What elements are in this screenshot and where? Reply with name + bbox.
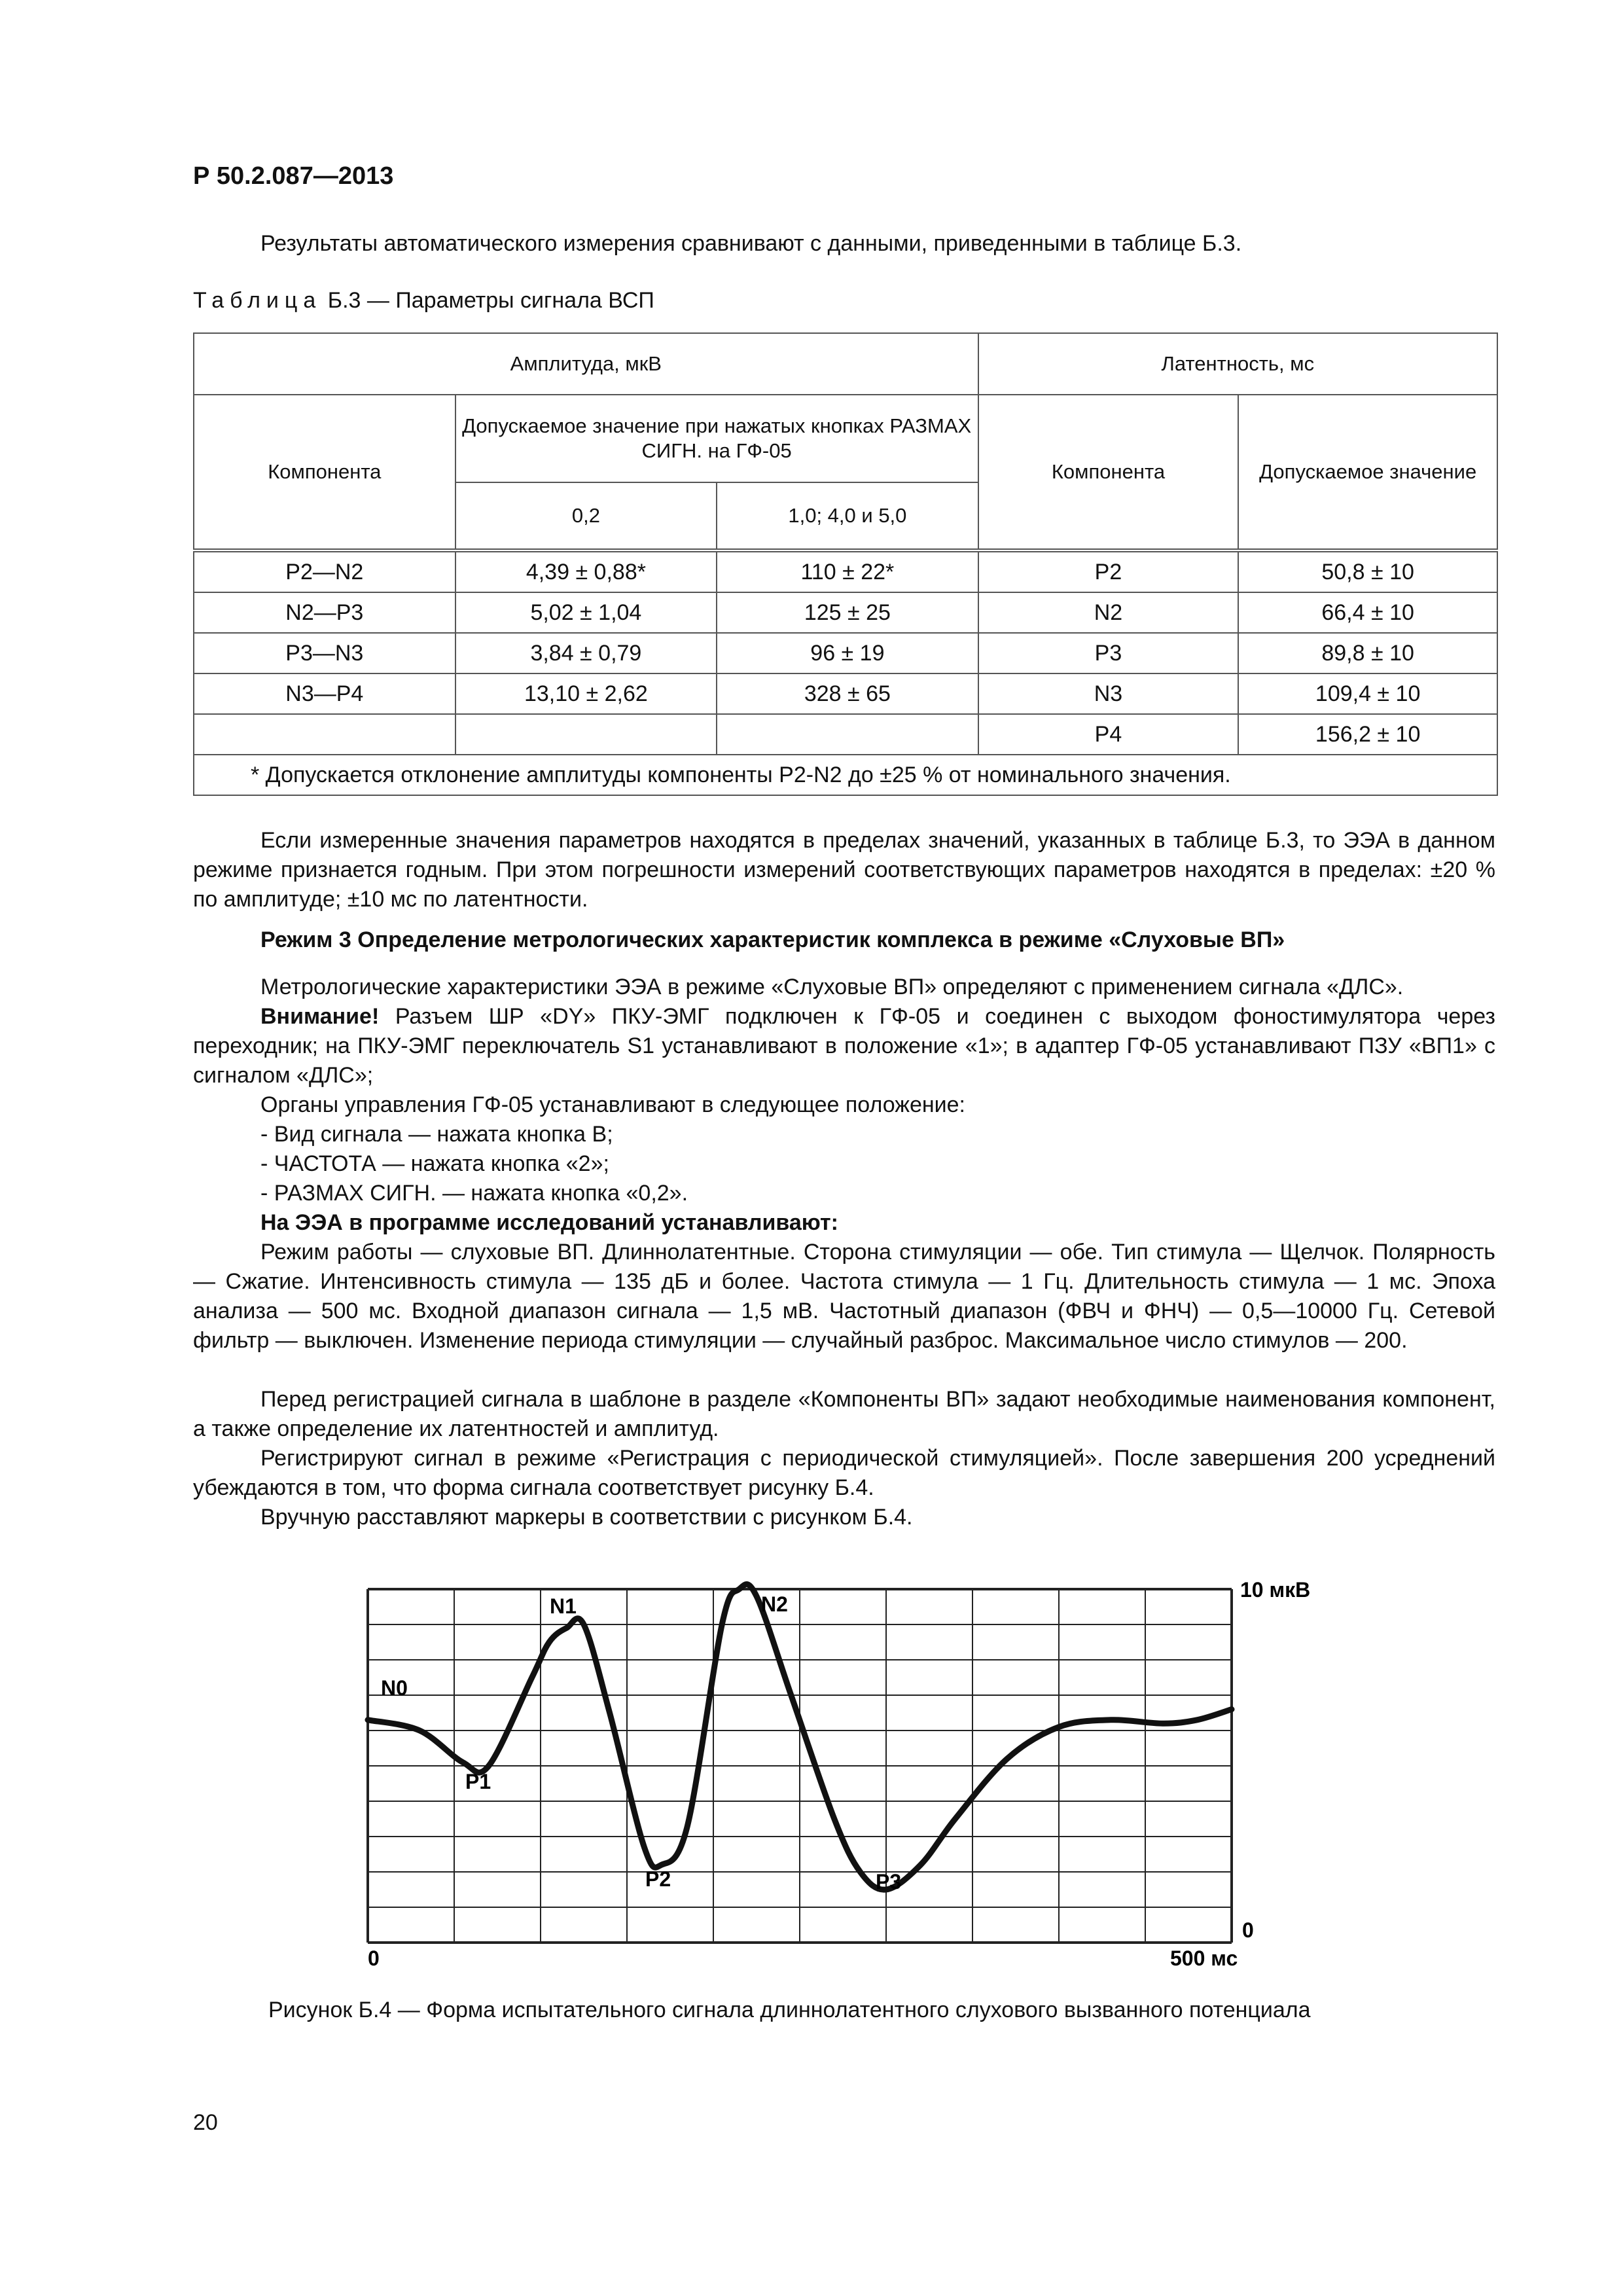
markers-paragraph: Вручную расставляют маркеры в соответствии с рисунком Б.4. [260, 1505, 913, 1530]
document-code: Р 50.2.087—2013 [193, 162, 394, 190]
peak-label-n2: N2 [761, 1592, 788, 1616]
program-heading: На ЭЭА в программе исследований устанавливают: [260, 1210, 838, 1235]
column-0-2-header: 0,2 [455, 482, 717, 550]
validity-paragraph: Если измеренные значения параметров находятся в пределах значений, указанных в таблице Б.3, то ЭЭА в данном режиме признается годным. При этом погрешности измерений соответствующих параметров находятся в пределах: ±20 % по амплитуде; ±10 мс по латентности. [193, 828, 1495, 912]
table-cell: N2 [978, 592, 1239, 633]
attention-text: Разъем ШР «DY» ПКУ-ЭМГ подключен к ГФ-05 и соединен с выходом фоностимулятора через переходник; на ПКУ-ЭМГ переключатель S1 устанавливают в положение «1»; в адаптер ГФ-05 устанавливают ПЗУ «ВП1» с сигналом «ДЛС»; [193, 1004, 1495, 1088]
table-row [194, 714, 1497, 755]
amplitude-header: Амплитуда, мкВ [194, 333, 978, 395]
allowed-buttons-header: Допускаемое значение при нажатых кнопках РАЗМАХ СИГН. на ГФ-05 [455, 395, 978, 482]
latency-allowed-header: Допускаемое значение [1238, 395, 1497, 550]
mode-settings-paragraph: Режим работы — слуховые ВП. Длиннолатентные. Сторона стимуляции — обе. Тип стимула — Щелчок. Полярность — Сжатие. Интенсивность стимула — 135 дБ и более. Частота стимула — 1 Гц. Длительность стимула — 1 мс. Эпоха анализа — 500 мс. Входной диапазон сигнала — 1,5 мВ. Частотный диапазон (ФВЧ и ФНЧ) — 0,5—10000 Гц. Сетевой фильтр — выключен. Изменение периода стимуляции — случайный разброс. Максимальное число стимулов — 200. [193, 1240, 1495, 1353]
page-number: 20 [193, 2110, 218, 2135]
table-cell: 5,02 ± 1,04 [455, 592, 717, 633]
table-cell: 89,8 ± 10 [1238, 633, 1497, 673]
table-cell: 13,10 ± 2,62 [455, 673, 717, 714]
registration-paragraph: Регистрируют сигнал в режиме «Регистрация с периодической стимуляцией». После завершения 200 усреднений убеждаются в том, что форма сигнала соответствует рисунку Б.4. [193, 1446, 1495, 1500]
latency-component-header: Компонента [978, 395, 1239, 550]
table-cell: Р4 [978, 714, 1239, 755]
table-cell: Р3—N3 [194, 633, 455, 673]
table-caption-text: Б.3 — Параметры сигнала ВСП [321, 288, 654, 313]
bullet-frequency: - ЧАСТОТА — нажата кнопка «2»; [260, 1151, 609, 1176]
x-right-label: 500 мс [1170, 1946, 1238, 1970]
figure-caption: Рисунок Б.4 — Форма испытательного сигнала длиннолатентного слухового вызванного потенциала [268, 1998, 1311, 2022]
table-cell [455, 714, 717, 755]
table-cell: N3 [978, 673, 1239, 714]
controls-line: Органы управления ГФ-05 устанавливают в следующее положение: [260, 1092, 965, 1117]
intro-paragraph: Результаты автоматического измерения сравнивают с данными, приведенными в таблице Б.3. [260, 231, 1242, 256]
table-cell: 3,84 ± 0,79 [455, 633, 717, 673]
table-row [194, 633, 1497, 673]
table-caption-word: Таблица [193, 288, 322, 313]
table-cell: N2—Р3 [194, 592, 455, 633]
y-bottom-label: 0 [1242, 1918, 1254, 1942]
table-cell [717, 714, 978, 755]
waveform-figure [353, 1571, 1335, 1977]
peak-label-n1: N1 [550, 1594, 577, 1618]
bullet-signal-type: - Вид сигнала — нажата кнопка В; [260, 1122, 613, 1147]
table-row [194, 550, 1497, 592]
latency-header: Латентность, мс [978, 333, 1497, 395]
chart-grid [368, 1589, 1232, 1943]
component-header: Компонента [194, 395, 455, 550]
parameters-table [193, 332, 1498, 796]
table-cell: 156,2 ± 10 [1238, 714, 1497, 755]
table-footnote-row [194, 755, 1497, 795]
table-cell: 66,4 ± 10 [1238, 592, 1497, 633]
table-cell: 96 ± 19 [717, 633, 978, 673]
mode-3-heading: Режим 3 Определение метрологических характеристик комплекса в режиме «Слуховые ВП» [260, 927, 1285, 952]
table-row [194, 592, 1497, 633]
table-cell: 109,4 ± 10 [1238, 673, 1497, 714]
table-cell: 125 ± 25 [717, 592, 978, 633]
x-left-label: 0 [368, 1946, 380, 1970]
bullet-amplitude: - РАЗМАХ СИГН. — нажата кнопка «0,2». [260, 1181, 688, 1206]
peak-label-p2: Р2 [645, 1867, 671, 1891]
peak-label-n0: N0 [381, 1676, 408, 1700]
peak-label-p1: Р1 [465, 1770, 491, 1793]
table-cell: 50,8 ± 10 [1238, 550, 1497, 592]
components-paragraph: Перед регистрацией сигнала в шаблоне в разделе «Компоненты ВП» задают необходимые наименования компонент, а также определение их латентностей и амплитуд. [193, 1387, 1495, 1441]
table-cell [194, 714, 455, 755]
table-cell: Р2 [978, 550, 1239, 592]
attention-paragraph [193, 1002, 1495, 1090]
table-cell: N3—Р4 [194, 673, 455, 714]
metrology-paragraph: Метрологические характеристики ЭЭА в режиме «Слуховые ВП» определяют с применением сигнала «ДЛС». [260, 975, 1404, 999]
table-cell: 110 ± 22* [717, 550, 978, 592]
table-caption [193, 288, 654, 314]
table-footnote: * Допускается отклонение амплитуды компоненты Р2-N2 до ±25 % от номинального значения. [194, 755, 1497, 795]
table-row [194, 673, 1497, 714]
peak-label-p3: Р3 [876, 1870, 902, 1893]
table-cell: 4,39 ± 0,88* [455, 550, 717, 592]
table-cell: Р2—N2 [194, 550, 455, 592]
attention-label: Внимание! [260, 1004, 380, 1029]
table-cell: 328 ± 65 [717, 673, 978, 714]
y-top-label: 10 мкВ [1240, 1578, 1311, 1602]
table-cell: Р3 [978, 633, 1239, 673]
column-1-4-5-header: 1,0; 4,0 и 5,0 [717, 482, 978, 550]
